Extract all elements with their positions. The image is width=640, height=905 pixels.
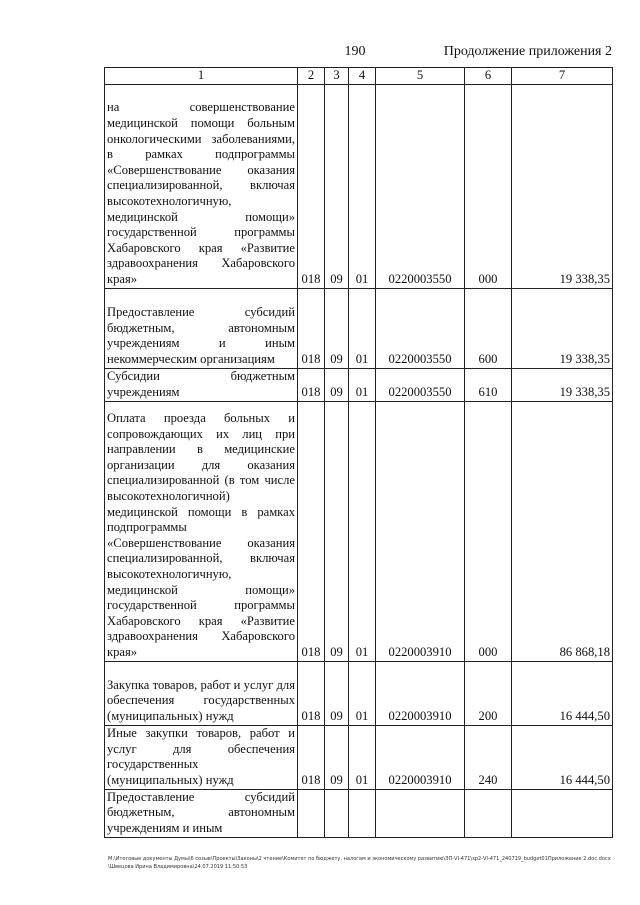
table-row <box>105 288 613 368</box>
row-name: Субсидии бюджетным учреждениям <box>105 368 298 401</box>
cell-ministry-code: 018 <box>298 84 325 288</box>
cell-ministry-code: 018 <box>298 725 325 789</box>
cell-expense-type: 200 <box>465 661 512 725</box>
continuation-label: Продолжение приложения 2 <box>443 44 612 59</box>
cell-amount: 19 338,35 <box>512 288 613 368</box>
cell-subsection-code: 01 <box>349 725 376 789</box>
row-name: на совершенствование медицинской помощи больным онкологическими заболеваниями, в рамках подпрограммы «Совершенствование оказания специализированной, включая высокотехнологичную, медицинской помощи» государственной программы Хабаровского края «Развитие здравоохранения Хабаровского края» <box>105 84 298 288</box>
table-row <box>105 368 613 401</box>
cell-amount: 16 444,50 <box>512 661 613 725</box>
cell-target-code: 0220003550 <box>376 368 465 401</box>
row-name: Закупка товаров, работ и услуг для обеспечения государственных (муниципальных) нужд <box>105 661 298 725</box>
cell-target-code <box>376 789 465 837</box>
cell-expense-type: 000 <box>465 401 512 661</box>
cell-section-code: 09 <box>325 84 349 288</box>
table-row <box>105 401 613 661</box>
cell-subsection-code <box>349 789 376 837</box>
cell-amount: 16 444,50 <box>512 725 613 789</box>
cell-section-code: 09 <box>325 368 349 401</box>
column-header-5: 5 <box>376 68 465 85</box>
column-header-2: 2 <box>298 68 325 85</box>
cell-ministry-code: 018 <box>298 288 325 368</box>
row-name: Оплата проезда больных и сопровождающих их лиц при направлении в медицинские организации для оказания специализированной (в том числе высокотехнологичной) медицинской помощи в рамках подпрограммы «Совершенствование оказания специализированной, включая высокотехнологичную, медицинской помощи» государственной программы Хабаровского края «Развитие здравоохранения Хабаровского края» <box>105 401 298 661</box>
row-name: Предоставление субсидий бюджетным, автономным учреждениям и иным <box>105 789 298 837</box>
table-row <box>105 789 613 837</box>
row-name: Иные закупки товаров, работ и услуг для обеспечения государственных (муниципальных) нужд <box>105 725 298 789</box>
cell-ministry-code: 018 <box>298 368 325 401</box>
cell-subsection-code: 01 <box>349 401 376 661</box>
cell-amount <box>512 789 613 837</box>
cell-section-code <box>325 789 349 837</box>
cell-expense-type: 240 <box>465 725 512 789</box>
column-header-7: 7 <box>512 68 613 85</box>
budget-table <box>104 67 613 838</box>
cell-section-code: 09 <box>325 661 349 725</box>
page-number: 190 <box>344 44 366 59</box>
cell-expense-type: 000 <box>465 84 512 288</box>
column-header-3: 3 <box>325 68 349 85</box>
cell-expense-type: 610 <box>465 368 512 401</box>
cell-section-code: 09 <box>325 288 349 368</box>
cell-subsection-code: 01 <box>349 288 376 368</box>
cell-target-code: 0220003910 <box>376 725 465 789</box>
cell-target-code: 0220003550 <box>376 84 465 288</box>
cell-section-code: 09 <box>325 725 349 789</box>
cell-subsection-code: 01 <box>349 661 376 725</box>
row-name: Предоставление субсидий бюджетным, автономным учреждениям и иным некоммерческим организациям <box>105 288 298 368</box>
cell-target-code: 0220003550 <box>376 288 465 368</box>
column-header-4: 4 <box>349 68 376 85</box>
cell-ministry-code: 018 <box>298 401 325 661</box>
cell-section-code: 09 <box>325 401 349 661</box>
cell-target-code: 0220003910 <box>376 661 465 725</box>
cell-expense-type <box>465 789 512 837</box>
file-path-footer: M:\Итоговые документы Думы\6 созыв\Проекты\Законы\2 чтение\Комитет по бюджету, налогам и экономическому развитию\ЗП-VI-471\зр2-VI-471_240719_budget01Приложение 2.doc.docx\Швецова Ирина Владимировна\24.07.2019 11:50:53 <box>108 856 611 870</box>
table-row <box>105 725 613 789</box>
cell-ministry-code <box>298 789 325 837</box>
cell-expense-type: 600 <box>465 288 512 368</box>
cell-amount: 86 868,18 <box>512 401 613 661</box>
cell-amount: 19 338,35 <box>512 368 613 401</box>
cell-subsection-code: 01 <box>349 368 376 401</box>
column-header-1: 1 <box>105 68 298 85</box>
cell-subsection-code: 01 <box>349 84 376 288</box>
column-header-row <box>105 68 613 85</box>
column-header-6: 6 <box>465 68 512 85</box>
cell-ministry-code: 018 <box>298 661 325 725</box>
cell-target-code: 0220003910 <box>376 401 465 661</box>
cell-amount: 19 338,35 <box>512 84 613 288</box>
table-row <box>105 661 613 725</box>
table-row <box>105 84 613 288</box>
